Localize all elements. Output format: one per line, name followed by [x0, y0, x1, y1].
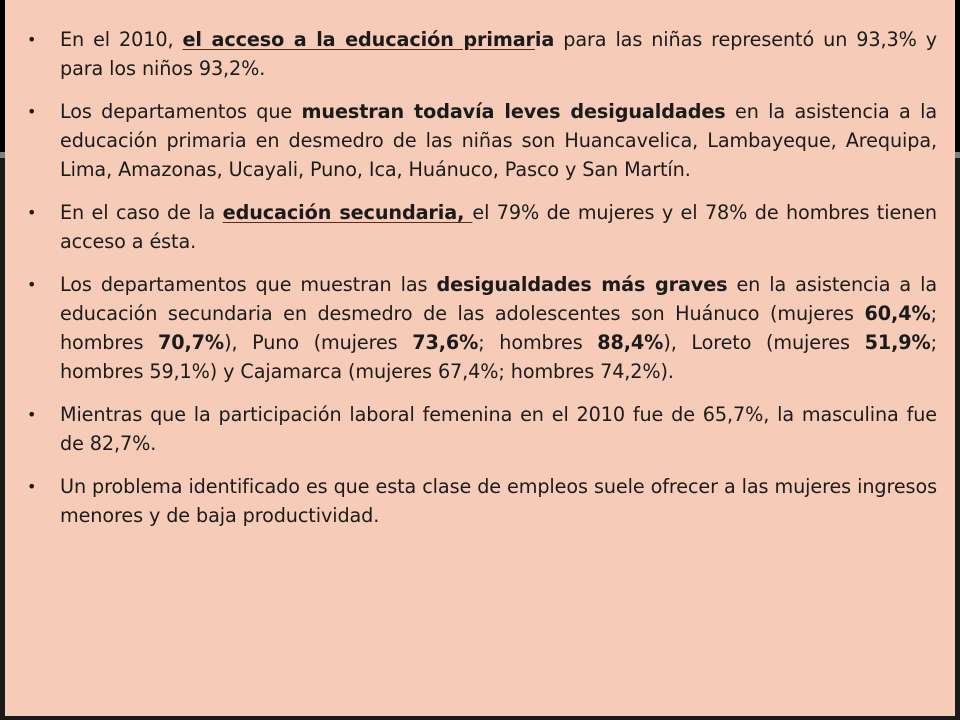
bullet-text: ), Puno (mujeres — [224, 331, 413, 354]
bullet-dot-icon: • — [27, 405, 37, 424]
bullet-dot-icon: • — [27, 30, 37, 49]
bullet-emphasis-text: 88,4% — [597, 331, 664, 354]
bullet-dot-icon: • — [27, 477, 37, 496]
bullet-emphasis-text: desigualdades más graves — [436, 273, 728, 296]
bullet-text: en la asistencia a la educación secundaria en desmedro de las adolescentes son Huánuco (mujeres — [60, 273, 937, 325]
bullet-dot-icon: • — [27, 275, 37, 294]
bullet-dot-icon: • — [27, 102, 37, 121]
bullet-text: Mientras que la participación laboral femenina en el 2010 fue de 65,7%, la masculina fue de 82,7%. — [60, 403, 937, 455]
bullet-dot-icon: • — [27, 203, 37, 222]
bullet-emphasis-text: 60,4% — [864, 302, 931, 325]
bullet-emphasis-text: 51,9% — [864, 331, 931, 354]
bullet-text: Un problema identificado es que esta clase de empleos suele ofrecer a las mujeres ingresos menores y de baja productividad. — [60, 475, 937, 527]
bullet-item — [27, 25, 937, 83]
bullet-item — [27, 198, 937, 256]
bullet-text: ; hombres — [60, 302, 937, 354]
bullet-list — [27, 25, 937, 530]
bullet-emphasis-text: el acceso a la educación primar — [182, 28, 535, 51]
bullet-emphasis-text: ia — [534, 28, 555, 51]
bullet-item — [27, 400, 937, 458]
bullet-text: Los departamentos que — [60, 100, 302, 123]
text-panel — [5, 0, 955, 716]
bullet-text: ; hombres — [478, 331, 598, 354]
bullet-text: En el 2010, — [60, 28, 183, 51]
bullet-text: el 79% de mujeres y el 78% de hombres tienen acceso a ésta. — [60, 201, 937, 253]
bullet-text: ; hombres 59,1%) y Cajamarca (mujeres 67,4%; hombres 74,2%). — [60, 331, 938, 383]
bullet-item — [27, 472, 937, 530]
bullet-item — [27, 97, 937, 184]
bullet-item — [27, 270, 937, 386]
bullet-text: en la asistencia a la educación primaria en desmedro de las niñas son Huancavelica, Lambayeque, Arequipa, Lima, Amazonas, Ucayali, Puno, Ica, Huánuco, Pasco y San Martín. — [60, 100, 937, 181]
bullet-text: En el caso de la — [60, 201, 223, 224]
bullet-emphasis-text: 70,7% — [157, 331, 225, 354]
bullet-emphasis-text: 73,6% — [412, 331, 479, 354]
bullet-text: para las niñas representó un 93,3% y para los niños 93,2%. — [60, 28, 937, 80]
bullet-text: Los departamentos que muestran las — [60, 273, 437, 296]
bullet-emphasis-text: muestran todavía leves desigualdades — [301, 100, 726, 123]
bullet-emphasis-text: educación secundaria, — [222, 201, 473, 224]
bullet-text: ), Loreto (mujeres — [663, 331, 865, 354]
